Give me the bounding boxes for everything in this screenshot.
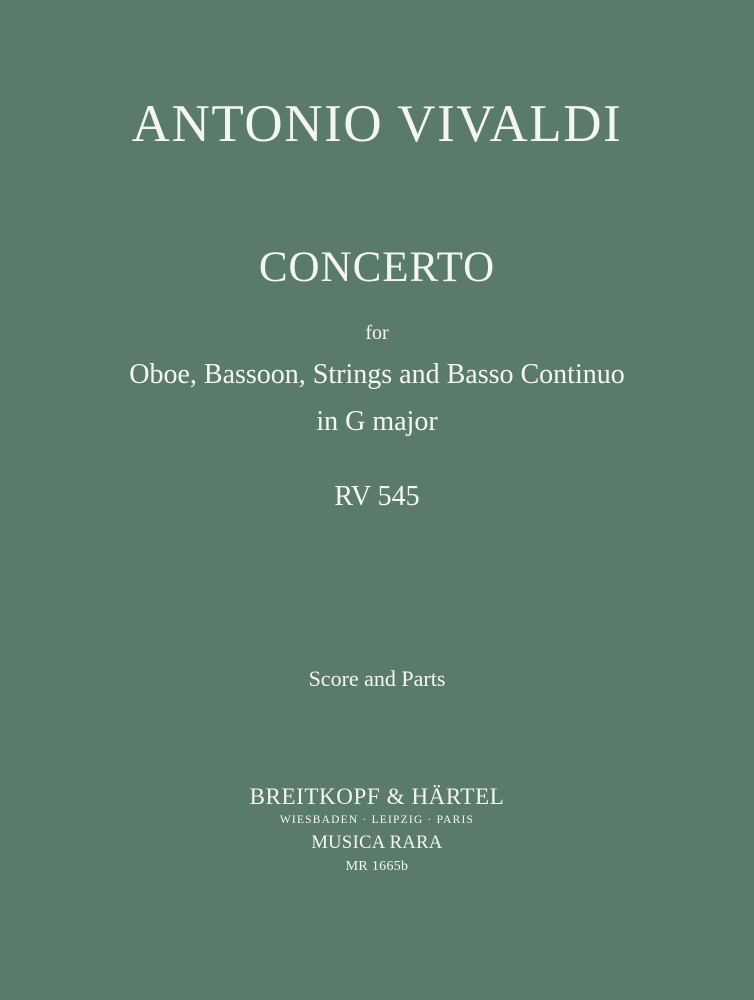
instrumentation: Oboe, Bassoon, Strings and Basso Continuo xyxy=(129,359,625,390)
for-label: for xyxy=(365,322,389,344)
publisher-name: BREITKOPF & HÄRTEL xyxy=(249,784,505,809)
publisher-cities: WIESBADEN · LEIPZIG · PARIS xyxy=(279,814,475,826)
edition-type: Score and Parts xyxy=(308,666,446,691)
composer-name: ANTONIO VIVALDI xyxy=(131,95,623,153)
publisher-imprint: MUSICA RARA xyxy=(311,833,443,853)
work-key: in G major xyxy=(316,406,438,437)
catalog-number-rv: RV 545 xyxy=(334,481,420,512)
work-title: CONCERTO xyxy=(258,244,496,291)
publisher-catalog-number: MR 1665b xyxy=(345,859,409,874)
